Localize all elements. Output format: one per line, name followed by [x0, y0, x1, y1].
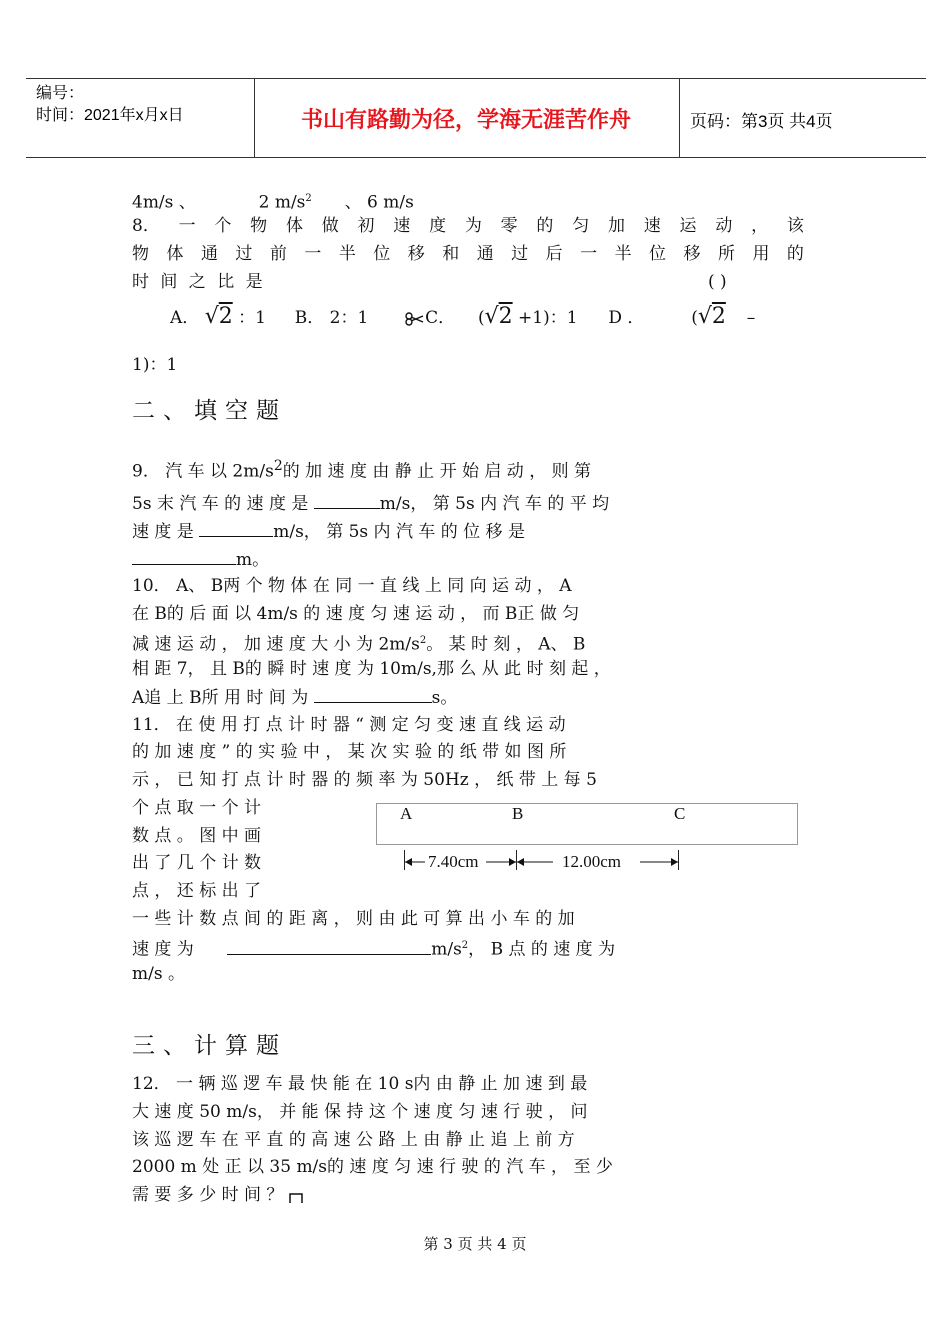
q7-option-c: 、 6 m/s	[344, 192, 414, 213]
document-time: 时间：2021年x月x日	[36, 107, 184, 124]
q8-char: 为	[464, 216, 482, 236]
q12-line-5	[132, 1184, 303, 1206]
q8-option-a-tail: ：1	[238, 308, 266, 328]
q8-char: 运	[679, 216, 697, 236]
q12-line-2: 大 速 度 50 m/s， 并 能 保 持 这 个 速 度 匀 速 行 驶 ， 问	[132, 1102, 588, 1122]
page-footer: 第 3 页 共 4 页	[423, 1235, 527, 1253]
q8-char: 8．	[132, 216, 160, 236]
q11-line-8: 一 些 计 数 点 间 的 距 离 ， 则 由 此 可 算 出 小 车 的 加	[132, 909, 575, 929]
q8-char: 位	[649, 244, 667, 264]
q8-text: 时 间 之 比 是	[132, 272, 266, 292]
q8-option-c-label: C．	[425, 308, 456, 328]
q10-text: s。	[431, 688, 458, 708]
q8-char: 通	[200, 244, 218, 264]
q10-line-1: 10． A、 B两 个 物 体 在 同 一 直 线 上 同 向 运 动 ， A	[132, 576, 572, 596]
tape-distance-bc: 12.00cm	[562, 852, 622, 871]
q9-text: m。	[236, 550, 270, 570]
q8-char: 后	[545, 244, 563, 264]
q8-char: 速	[643, 216, 661, 236]
q8-char: 初	[357, 216, 375, 236]
q8-char: 动	[715, 216, 733, 236]
q8-option-d-tail: 1)：1	[132, 355, 178, 375]
q11-line-5: 数 点 。 图 中 画	[132, 826, 262, 846]
q7-option-a: 4m/s 、	[132, 192, 196, 213]
q11-line-1: 11． 在 使 用 打 点 计 时 器 “ 测 定 匀 变 速 直 线 运 动	[132, 715, 566, 735]
q8-char: 体	[285, 216, 303, 236]
q12-line-3: 该 巡 逻 车 在 平 直 的 高 速 公 路 上 由 静 止 追 上 前 方	[132, 1130, 575, 1150]
q8-char: 位	[373, 244, 391, 264]
q7-option-b: 2 m/s	[258, 192, 306, 213]
q12-line-4: 2000 m 处 正 以 35 m/s的 速 度 匀 速 行 驶 的 汽 车 ， 至 少	[132, 1157, 613, 1177]
tape-point-a: A	[400, 804, 413, 823]
q8-option-b: B． 2：1	[294, 308, 369, 328]
q11-line-4: 个 点 取 一 个 计	[132, 798, 262, 818]
section-title-fill-in: 二、填空题	[132, 398, 287, 424]
q11-line-2: 的 加 速 度 ” 的 实 验 中 ， 某 次 实 验 的 纸 带 如 图 所	[132, 742, 567, 762]
q8-char: 的	[536, 216, 554, 236]
q8-char: 通	[476, 244, 494, 264]
q9-text: 的 加 速 度 由 静 止 开 始 启 动 ， 则 第	[282, 461, 591, 482]
q10-text: 。 某 时 刻 ， A、 B	[426, 634, 586, 655]
cursor-mark-icon	[289, 1192, 303, 1204]
sqrt-value: 2	[498, 304, 513, 329]
q10-text: A追 上 B所 用 时 间 为	[132, 688, 309, 708]
q9-sup: 2	[273, 458, 283, 474]
q9-text: 9． 汽 车 以 2m/s	[132, 461, 274, 482]
q10-line-4: 相 距 7， 且 B的 瞬 时 速 度 为 10m/s,那 么 从 此 时 刻 起 ，	[132, 659, 611, 679]
q9-text: m/s， 第 5s 内 汽 车 的 平 均	[379, 494, 610, 514]
q11-text: ， B 点 的 速 度 为	[468, 939, 616, 960]
q11-line-3: 示 ， 已 知 打 点 计 时 器 的 频 率 为 50Hz ， 纸 带 上 每 5	[132, 770, 597, 790]
q8-char: 个	[214, 216, 232, 236]
q8-char: 半	[338, 244, 356, 264]
q8-char: ，	[751, 216, 769, 236]
q8-option-d-dash: –	[746, 308, 756, 328]
q8-char: 匀	[572, 216, 590, 236]
q7-option-b-sup: 2	[305, 193, 312, 204]
q8-char: 做	[321, 216, 339, 236]
q8-char: 过	[511, 244, 529, 264]
q8-char: 一	[304, 244, 322, 264]
q8-char: 物	[132, 244, 149, 264]
q12-line-1: 12． 一 辆 巡 逻 车 最 快 能 在 10 s内 由 静 止 加 速 到 最	[132, 1074, 588, 1094]
q8-char: 半	[614, 244, 632, 264]
header-page-number: 页码：第3页 共4页	[690, 112, 833, 131]
q8-char: 加	[607, 216, 625, 236]
q8-char: 零	[500, 216, 518, 236]
sqrt-symbol: √	[204, 304, 219, 329]
tape-distance-ab: 7.40cm	[428, 852, 479, 871]
q8-char: 移	[683, 244, 701, 264]
q12-text: 需 要 多 少 时 间 ？	[132, 1185, 284, 1205]
sqrt-value: 2	[711, 304, 726, 329]
q11-line-6: 出 了 几 个 计 数	[132, 853, 262, 873]
q8-char: 物	[250, 216, 268, 236]
q8-option-c-open: (	[477, 308, 485, 328]
q8-char: 用	[752, 244, 770, 264]
q11-sup: 2	[461, 940, 469, 951]
q10-text: 减 速 运 动 ， 加 速 度 大 小 为 2m/s	[132, 634, 420, 655]
q11-text: 速 度 为	[132, 939, 194, 960]
header-motto: 书山有路勤为径，学海无涯苦作舟	[300, 108, 631, 133]
q9-text: m/s， 第 5s 内 汽 车 的 位 移 是	[273, 522, 525, 542]
q8-char: 的	[786, 244, 804, 264]
q8-char: 移	[407, 244, 425, 264]
document-number: 编号：	[36, 85, 85, 102]
q11-text: m/s	[431, 939, 462, 960]
q8-char: 速	[393, 216, 411, 236]
q11-line-10: m/s 。	[132, 964, 185, 984]
q11-line-7: 点 ， 还 标 出 了	[132, 881, 262, 901]
q8-char: 度	[429, 216, 447, 236]
q8-option-d-label: D ．	[608, 308, 645, 328]
q8-char: 体	[166, 244, 184, 264]
tape-point-c: C	[674, 804, 686, 823]
q8-char: 一	[580, 244, 598, 264]
q9-text: 速 度 是	[132, 522, 194, 542]
q8-answer-paren: ( )	[708, 272, 727, 292]
q8-option-a-label: A．	[170, 308, 200, 328]
tape-point-b: B	[512, 804, 524, 823]
q8-char: 一	[178, 216, 196, 236]
q8-char: 所	[717, 244, 735, 264]
sqrt-symbol: √	[484, 304, 499, 329]
q8-char: 过	[235, 244, 253, 264]
q8-char: 该	[786, 216, 804, 236]
q8-char: 前	[269, 244, 287, 264]
q8-option-d-open: (	[691, 308, 698, 328]
q8-char: 和	[442, 244, 460, 264]
q9-text: 5s 末 汽 车 的 速 度 是	[132, 494, 309, 514]
sqrt-symbol: √	[697, 304, 712, 329]
q8-option-c-tail: +1)：1	[518, 308, 578, 328]
q10-sup: 2	[419, 635, 427, 646]
sqrt-value: 2	[218, 304, 233, 329]
q10-line-2: 在 B的 后 面 以 4m/s 的 速 度 匀 速 运 动 ， 而 B正 做 匀	[132, 604, 580, 624]
section-title-calculation: 三、计算题	[132, 1033, 287, 1059]
